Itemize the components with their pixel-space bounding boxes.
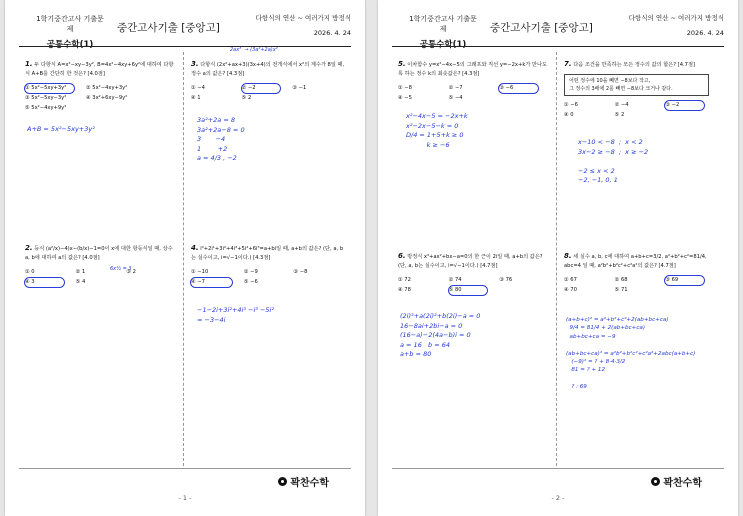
options [191,84,331,103]
option-2[interactable]: ② 5x²−4xy+3y² [86,85,128,91]
header-divider [19,46,351,47]
header-left [408,14,478,50]
option-3[interactable]: ③ −6 [499,84,538,93]
option-2[interactable]: ② 1 [75,269,86,275]
footer-divider [19,468,351,469]
page-title: 중간고사기출 [중앙고] [117,22,220,34]
option-5[interactable]: ⑤ −4 [448,95,463,101]
options [564,101,704,120]
option-4[interactable]: ④ −5 [398,95,412,101]
header-subject: 공통수학(1) [46,40,94,50]
header-divider [392,46,724,47]
header-date: 2026. 4. 24 [686,29,724,37]
problem-stem: 세 실수 a, b, c에 대하여 a+b+c=3/2, a²+b²+c²=81/4, abc=4 일 때, a²b²+b²c²+c²a²의 값은? [4.7점] [564,254,707,269]
option-5[interactable]: ⑤ 2 [614,112,625,118]
option-3[interactable]: ③ 5x²−5xy−3y² [25,95,67,101]
footer-divider [392,468,724,469]
problem-5 [398,60,550,103]
problem-8 [564,252,724,295]
header-unit: 다항식의 연산 ~ 여러가지 방정식 [255,14,351,22]
page-2 [378,0,738,516]
option-1[interactable]: ① −10 [191,269,209,275]
option-1[interactable]: ① 5x²−5xy+3y² [25,84,74,93]
handwritten-work: −1−2i+3i²+4i³ −i³ −5i² = −3−4i [197,306,274,324]
handwritten-work: (2i)³+a(2i)²+b(2i)−a = 0 16−8ai+2bi−a = 0 (16−a)−2(4a−b)i = 0 a = 16 b = 64 a+b = 80 [400,312,481,358]
problem-number: 5. [398,60,406,68]
problem-stem: 두 다항식 A=x²−xy−3y², B=4x²−4xy+6y²에 대하여 다항식 A+B를 간단히 한 것은? [4.0점] [25,62,174,77]
brand-icon [651,477,660,486]
option-5[interactable]: ⑤ 5x²−4xy+9y² [25,105,67,111]
problem-stem: i⁰+2i¹+3i²+4i³+5i⁴+6i⁵=a+bi일 때, a+b의 값은? (단, a, b는 실수이고, i=√−1이다.) [4.3점] [191,246,344,261]
problem-stem: 이차함수 y=x²−4x−5의 그래프와 직선 y=−2x+k가 만나도록 하는 정수 k의 최솟값은? [4.3점] [398,62,548,77]
page-number: - 2 - [551,494,565,502]
handwritten-work: x−10 < −8 ; x < 2 3x−2 ≥ −8 ; x ≥ −2 −2 ≤ x < 2 −2, −1, 0, 1 [578,138,649,184]
option-4[interactable]: ④ 0 [564,112,574,118]
options [25,84,135,113]
handwritten-work: (a+b+c)² = a²+b²+c²+2(ab+bc+ca) 9/4 = 81/4 + 2(ab+bc+ca) ab+bc+ca = −9 (ab+bc+ca)² = a²b²+b²c²+c²a²+2abc(a+b+c) (−9)² = ? + 8·4·3/2 81 = ? + 12 ? : 69 [566,317,696,391]
option-5[interactable]: ⑤ 80 [449,286,488,295]
handwritten-work: A+B = 5x²−5xy+3y² [27,125,95,133]
column-divider [556,52,557,466]
option-1[interactable]: ① −6 [564,102,578,108]
option-5[interactable]: ⑤ −6 [243,279,258,285]
header-top-label: 1학기중간고사 기출문제 [36,15,104,33]
option-4[interactable]: ④ 78 [398,287,411,293]
option-1[interactable]: ① −8 [398,85,412,91]
column-divider [183,52,184,466]
problem-3 [191,60,346,103]
option-4[interactable]: ④ 3 [25,278,64,287]
handwritten-note: 2ax³ → (3a²+2a)x² [230,47,278,53]
problem-number: 3. [191,60,199,68]
problem-number: 6. [398,252,406,260]
handwritten-work: 6x½ = 3 [110,266,132,272]
option-3[interactable]: ③ −2 [665,101,704,110]
option-1[interactable]: ① 0 [25,269,35,275]
problem-stem: 다항식 (2x²+ax+3)(3x+4)의 전개식에서 x²의 계수가 8일 때, 정수 a의 값은? [4.3점] [191,62,345,77]
problem-stem: 방정식 x³+ax²+bx−a=0의 한 근이 2i일 때, a+b의 값은? (단, a, b는 실수이고, i=√−1이다.) [4.7점] [398,254,543,269]
problem-number: 1. [25,60,33,68]
problem-stem: 다음 조건을 만족하는 모든 정수의 값의 합은? [4.7점] [573,62,695,68]
condition-box [564,74,709,96]
options [398,276,538,295]
problem-2 [25,244,177,287]
problem-6 [398,252,550,295]
problem-1 [25,60,175,113]
option-1[interactable]: ① 72 [398,277,411,283]
option-2[interactable]: ② −4 [614,102,629,108]
options [398,84,538,103]
option-3[interactable]: ③ 69 [665,276,704,285]
option-1[interactable]: ① −4 [191,85,205,91]
page-number: - 1 - [178,494,192,502]
option-2[interactable]: ② 68 [614,277,628,283]
option-3[interactable]: ③ −8 [293,269,308,275]
problem-number: 4. [191,244,199,252]
option-4[interactable]: ④ −7 [191,278,232,287]
option-5[interactable]: ⑤ 4 [75,279,86,285]
header-top-label: 1학기중간고사 기출문제 [409,15,477,33]
problem-4 [191,244,346,287]
brand-logo [278,474,329,489]
problem-number: 8. [564,252,572,260]
option-2[interactable]: ② −9 [243,269,258,275]
brand-name: 꽉찬수학 [290,478,329,489]
header-date: 2026. 4. 24 [313,29,351,37]
brand-logo [651,474,702,489]
option-2[interactable]: ② 74 [448,277,462,283]
options [25,268,165,287]
option-5[interactable]: ⑤ 2 [241,95,252,101]
header-left [35,14,105,50]
option-3[interactable]: ③ 76 [499,277,513,283]
problem-number: 7. [564,60,572,68]
brand-icon [278,477,287,486]
header-unit: 다항식의 연산 ~ 여러가지 방정식 [628,14,724,22]
option-3[interactable]: ③ −1 [292,85,307,91]
option-4[interactable]: ④ 70 [564,287,577,293]
brand-name: 꽉찬수학 [663,478,702,489]
options [564,276,704,295]
problem-7 [564,60,719,120]
option-5[interactable]: ⑤ 71 [614,287,628,293]
problem-number: 2. [25,244,33,252]
condition-line-2: 그 정수의 3배에 2를 빼면 −8보다 크거나 같다. [569,86,673,92]
header-subject: 공통수학(1) [419,40,467,50]
options [191,268,331,287]
option-4[interactable]: ④ 3x²+6xy−9y² [86,95,128,101]
problem-stem: 등식 (a²/x)−4)x−(b/x)−1=0이 x에 대한 항등식일 때, 상수 a, b에 대하여 a의 값은? [4.0점] [25,246,173,261]
option-2[interactable]: ② −7 [448,85,463,91]
page-title: 중간고사기출 [중앙고] [490,22,593,34]
handwritten-work: x²−4x−5 = −2x+k x²−2x−5−k = 0 D/4 = 1+5+k ≥ 0 k ≥ −6 [406,112,468,149]
option-3[interactable]: ③ 2 [126,269,136,275]
option-4[interactable]: ④ 1 [191,95,201,101]
handwritten-work: 3a²+2a = 8 3a²+2a−8 = 0 3 −4 1 +2 a = 4/3 , −2 [197,116,245,162]
page-1 [5,0,365,516]
option-2[interactable]: ② −2 [242,84,281,93]
option-1[interactable]: ① 67 [564,277,577,283]
condition-line-1: 어떤 정수에 10을 빼면 −8보다 작고, [569,78,651,84]
